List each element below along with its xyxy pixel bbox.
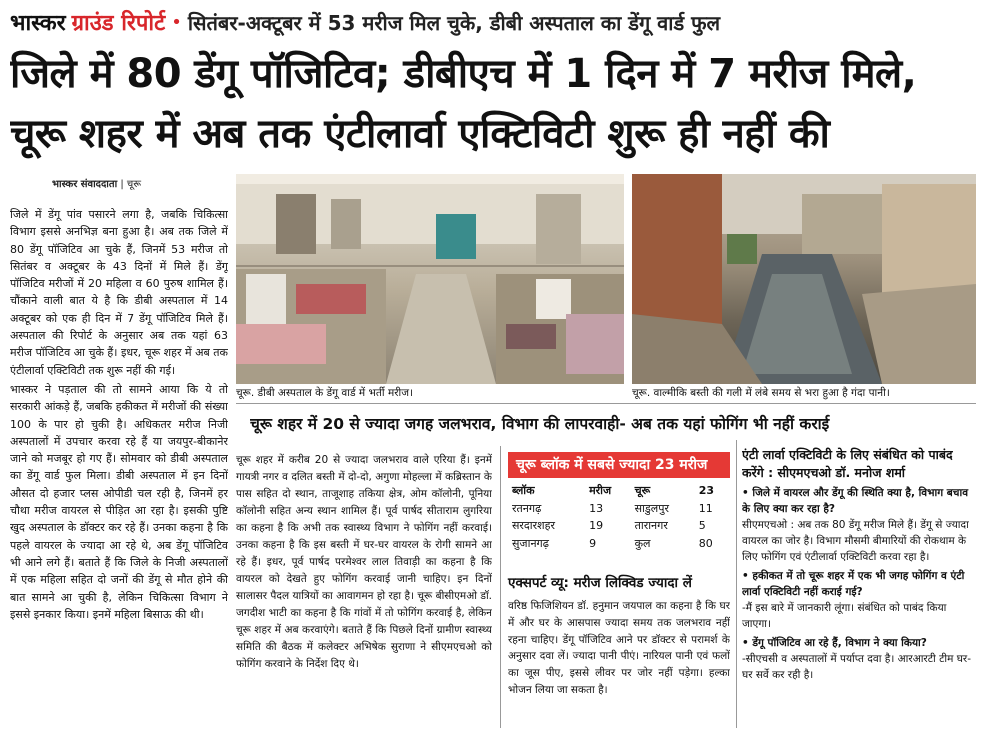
stats-header-row — [508, 482, 730, 500]
interview-answer-1: सीएमएचओ : अब तक 80 डेंगू मरीज मिले हैं। डेंगू से ज्यादा वायरल का जोर है। विभाग मौसमी बीमारियों की रोकथाम के लिए फोगिंग एवं एंटीलार्वा एक्टिविटी करवा रहा है। — [742, 519, 969, 563]
stats-cell: 9 — [589, 536, 597, 550]
main-story-column — [10, 206, 228, 726]
waterlogged-lane-illustration — [632, 174, 976, 384]
story-paragraph-2: भास्कर ने पड़ताल की तो सामने आया कि ये तो सरकारी आंकड़े हैं, जबकि हकीकत में मरीजों की संख्या 100 के पार हो चुकी है। अधिकतर मरीज निजी अस्पतालों में उपचार करवा रहे हैं या जयपुर-बीकानेर जाने को मजबूर हो गए हैं। सोमवार को डीबी अस्पताल का डेंगू वार्ड फुल मिला। डीबी अस्पताल में इन दिनों औसत दो हजार प्लस ओपीडी चल रही है, जिनमें हर चौथा मरीज वायरल से पीड़ित आ रहा है। इसकी पुष्टि खुद अस्पताल के डॉक्टर कर रहे हैं। उनका कहना है कि पहले वायरल के ज्यादा आ रहे थे, अब डेंगू पॉजिटिव भी आने लगे हैं। बताते हैं कि जिले के निजी अस्पतालों में एक महिला सहित दो जनों की डेंगू से मौत होने की बात सामने आ चुकी है, लेकिन चिकित्सा विभाग ने इससे इनकार किया। इनमें महिला बिसाऊ की थी। — [10, 382, 228, 621]
story-paragraph-1: जिले में डेंगू पांव पसारने लगा है, जबकि चिकित्सा विभाग इससे अनभिज्ञ बना हुआ है। अब तक जिले में 80 डेंगू पॉजिटिव आ चुके हैं, जिनमें 53 मरीज तो सितंबर व अक्टूबर के 43 दिनों में मिले हैं। डेंगू पॉजिटिव मरीजों में 20 महिला व 60 पुरुष शामिल हैं। चौंकाने वाली बात ये है कि डीबी अस्पताल में 14 अक्टूबर को एक ही दिन में 7 डेंगू पॉजिटिव मिले हैं। अस्पताल की रिपोर्ट के अनुसार अब तक यहां 63 मरीज पॉजिटिव आ चुके हैं। इधर, चूरू शहर में अब तक एंटीलार्वा एक्टिविटी तक शुरू नहीं की गई। — [10, 208, 228, 377]
kicker-text: सितंबर-अक्टूबर में 53 मरीज मिल चुके, डीबी अस्पताल का डेंगू वार्ड फुल — [187, 10, 721, 35]
byline-city: चूरू — [126, 179, 142, 190]
byline-reporter: भास्कर संवाददाता — [52, 179, 118, 190]
byline-separator: | — [120, 179, 124, 190]
stats-box-title: चूरू ब्लॉक में सबसे ज्यादा 23 मरीज — [508, 452, 730, 478]
stats-cell: रतनगढ़ — [512, 501, 542, 515]
hospital-ward-illustration — [236, 174, 624, 384]
interview-question-1: • जिले में वायरल और डेंगू की स्थिति क्या है, विभाग बचाव के लिए क्या कर रहा है? — [742, 487, 969, 515]
expert-view-title: एक्सपर्ट व्यू: मरीज लिक्विड ज्यादा लें — [508, 575, 692, 591]
byline — [52, 176, 141, 190]
kicker-separator: • — [171, 11, 182, 33]
headline-line-1: जिले में 80 डेंगू पॉजिटिव; डीबीएच में 1 दिन में 7 मरीज मिले, — [10, 51, 917, 97]
stats-cell: 13 — [589, 501, 604, 515]
interview-answer-3: -सीएचसी व अस्पतालों में पर्याप्त दवा है। आरआरटी टीम घर-घर सर्वे कर रही है। — [742, 653, 971, 681]
stats-cell: चूरू — [634, 484, 651, 498]
brand-section: ग्राउंड रिपोर्ट — [71, 11, 166, 36]
stats-cell: सुजानगढ़ — [512, 536, 549, 550]
stats-cell: 23 — [698, 484, 715, 498]
stats-cell: सरदारशहर — [512, 519, 555, 533]
stats-cell: 19 — [589, 519, 604, 533]
waterlogged-lane-photo — [632, 174, 976, 384]
headline-line-2: चूरू शहर में अब तक एंटीलार्वा एक्टिविटी शुरू ही नहीं की — [10, 111, 830, 157]
stats-row — [508, 500, 730, 518]
stats-cell: तारानगर — [634, 519, 668, 533]
divider-horizontal — [236, 403, 976, 404]
cmho-interview — [742, 446, 976, 728]
photo-caption-2: चूरू. वाल्मीकि बस्ती की गली में लंबे समय से भरा हुआ है गंदा पानी। — [632, 386, 976, 400]
brand-name: भास्कर — [10, 11, 66, 36]
stats-cell: साडुलपुर — [634, 501, 669, 515]
interview-question-2: • हकीकत में तो चूरू शहर में एक भी जगह फोगिंग व एंटी लार्वा एक्टिविटी नहीं कराई गई? — [742, 570, 965, 598]
stats-cell: 5 — [698, 519, 706, 533]
stats-cell: मरीज — [589, 484, 612, 498]
interview-answer-2: -मैं इस बारे में जानकारी लूंगा। संबंधित को पाबंद किया जाएगा। — [742, 602, 947, 630]
waterlogging-story: चूरू शहर में करीब 20 से ज्यादा जलभराव वाले एरिया हैं। इनमें गायत्री नगर व दलित बस्ती में दो-दो, अगुणा मोहल्ला में कब्रिस्तान के पास सहित दो स्थान, ताजूशाह तकिया क्षेत्र, ओम कॉलोनी, पूनिया कॉलोनी सहित अन्य स्थान शामिल हैं। पूर्व पार्षद सीताराम लुगरिया का कहना है कि अभी तक स्वास्थ्य विभाग ने फोगिंग नहीं करवाई। उनका कहना है कि इस बस्ती में घर-घर वायरल के रोगी सामने आ रहे हैं। इधर, पूर्व पार्षद परमेश्वर लाल तिवाड़ी का कहना है कि वायरल को देखते हुए फोगिंग करवाई जानी चाहिए। इन दिनों सालासर पैदल यात्रियों का आवागमन हो रहा है। चूरू बीसीएमओ डॉ. जगदीश भाटी का कहना है कि गांवों में तो फोगिंग करवाई है, लेकिन चूरू शहर में अब करवाएंगे। बताते हैं कि पिछले दिनों ग्रामीण स्वास्थ्य समिति की बैठक में कलेक्टर अभिषेक सुराणा ने सीएमएचओ को फोगिंग करवाने के निर्देश दिए थे। — [236, 454, 492, 670]
stats-cell: 11 — [698, 501, 713, 515]
stats-row — [508, 535, 730, 553]
stats-cell: ब्लॉक — [512, 484, 535, 498]
block-stats-table — [508, 482, 730, 552]
divider-vertical-2 — [736, 440, 737, 728]
sub-headline: चूरू शहर में 20 से ज्यादा जगह जलभराव, विभाग की लापरवाही- अब तक यहां फोगिंग भी नहीं कराई — [250, 415, 830, 433]
expert-view-text: वरिष्ठ फिजिशियन डॉ. हनुमान जयपाल का कहना है कि घर में और घर के आसपास ज्यादा समय तक जलभराव नहीं रहना चाहिए। डेंगू पॉजिटिव आने पर डॉक्टर से परामर्श के अनुसार दवा लें। ज्यादा पानी पीएं। नारियल पानी एवं फलों का जूस पीए, इससे लीवर पर जोर नहीं पड़ेगा। हल्का भोजन लिया जा सकता है। — [508, 600, 730, 696]
hospital-ward-photo — [236, 174, 624, 384]
kicker-line — [10, 4, 976, 40]
stats-row — [508, 517, 730, 535]
stats-cell: 80 — [698, 536, 713, 550]
interview-question-3: • डेंगू पॉजिटिव आ रहे हैं, विभाग ने क्या किया? — [742, 637, 927, 649]
interview-heading: एंटी लार्वा एक्टिविटी के लिए संबंधित को पाबंद करेंगे : सीएमएचओ डॉ. मनोज शर्मा — [742, 447, 953, 480]
divider-vertical-1 — [500, 446, 501, 728]
stats-cell: कुल — [634, 536, 651, 550]
photo-caption-1: चूरू. डीबी अस्पताल के डेंगू वार्ड में भर्ती मरीज। — [236, 386, 624, 400]
